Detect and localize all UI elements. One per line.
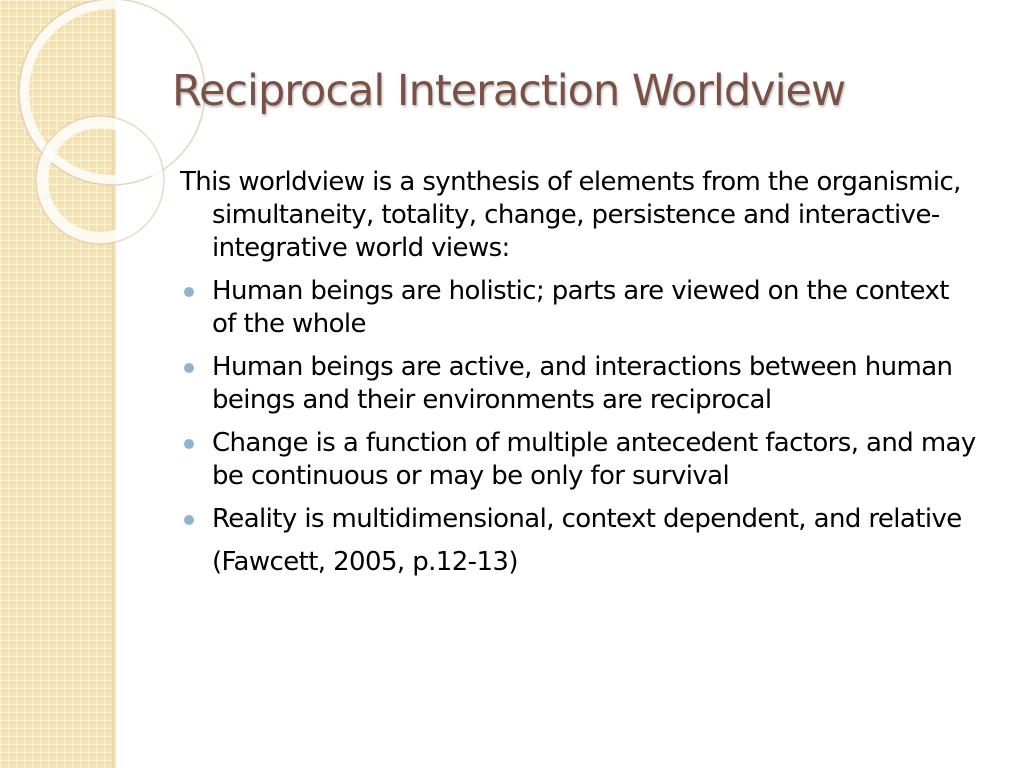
- bullet-text: Change is a function of multiple antecedent factors, and may be continuous or may be only for survival: [212, 428, 976, 491]
- bullet-text: Reality is multidimensional, context dependent, and relative: [212, 504, 962, 534]
- bullet-item: [180, 351, 980, 417]
- slide-title: Reciprocal Interaction Worldview: [172, 66, 846, 116]
- bullet-dot-icon: [184, 363, 194, 373]
- decorative-circles: [0, 0, 140, 280]
- bullet-dot-icon: [184, 439, 194, 449]
- citation: (Fawcett, 2005, p.12-13): [212, 547, 518, 577]
- bullet-text: Human beings are active, and interactions between human beings and their environments are reciprocal: [212, 352, 953, 415]
- bullet-dot-icon: [184, 515, 194, 525]
- slide-body: [180, 166, 980, 579]
- bullet-item: [180, 427, 980, 493]
- bullet-dot-icon: [184, 287, 194, 297]
- intro-paragraph: This worldview is a synthesis of elements from the organismic, simultaneity, totality, change, persistence and interactive-integrative world views:: [180, 167, 961, 263]
- bullet-item: [180, 503, 980, 536]
- bullet-text: Human beings are holistic; parts are viewed on the context of the whole: [212, 276, 949, 339]
- bullet-list: [180, 275, 980, 536]
- bullet-item: [180, 275, 980, 341]
